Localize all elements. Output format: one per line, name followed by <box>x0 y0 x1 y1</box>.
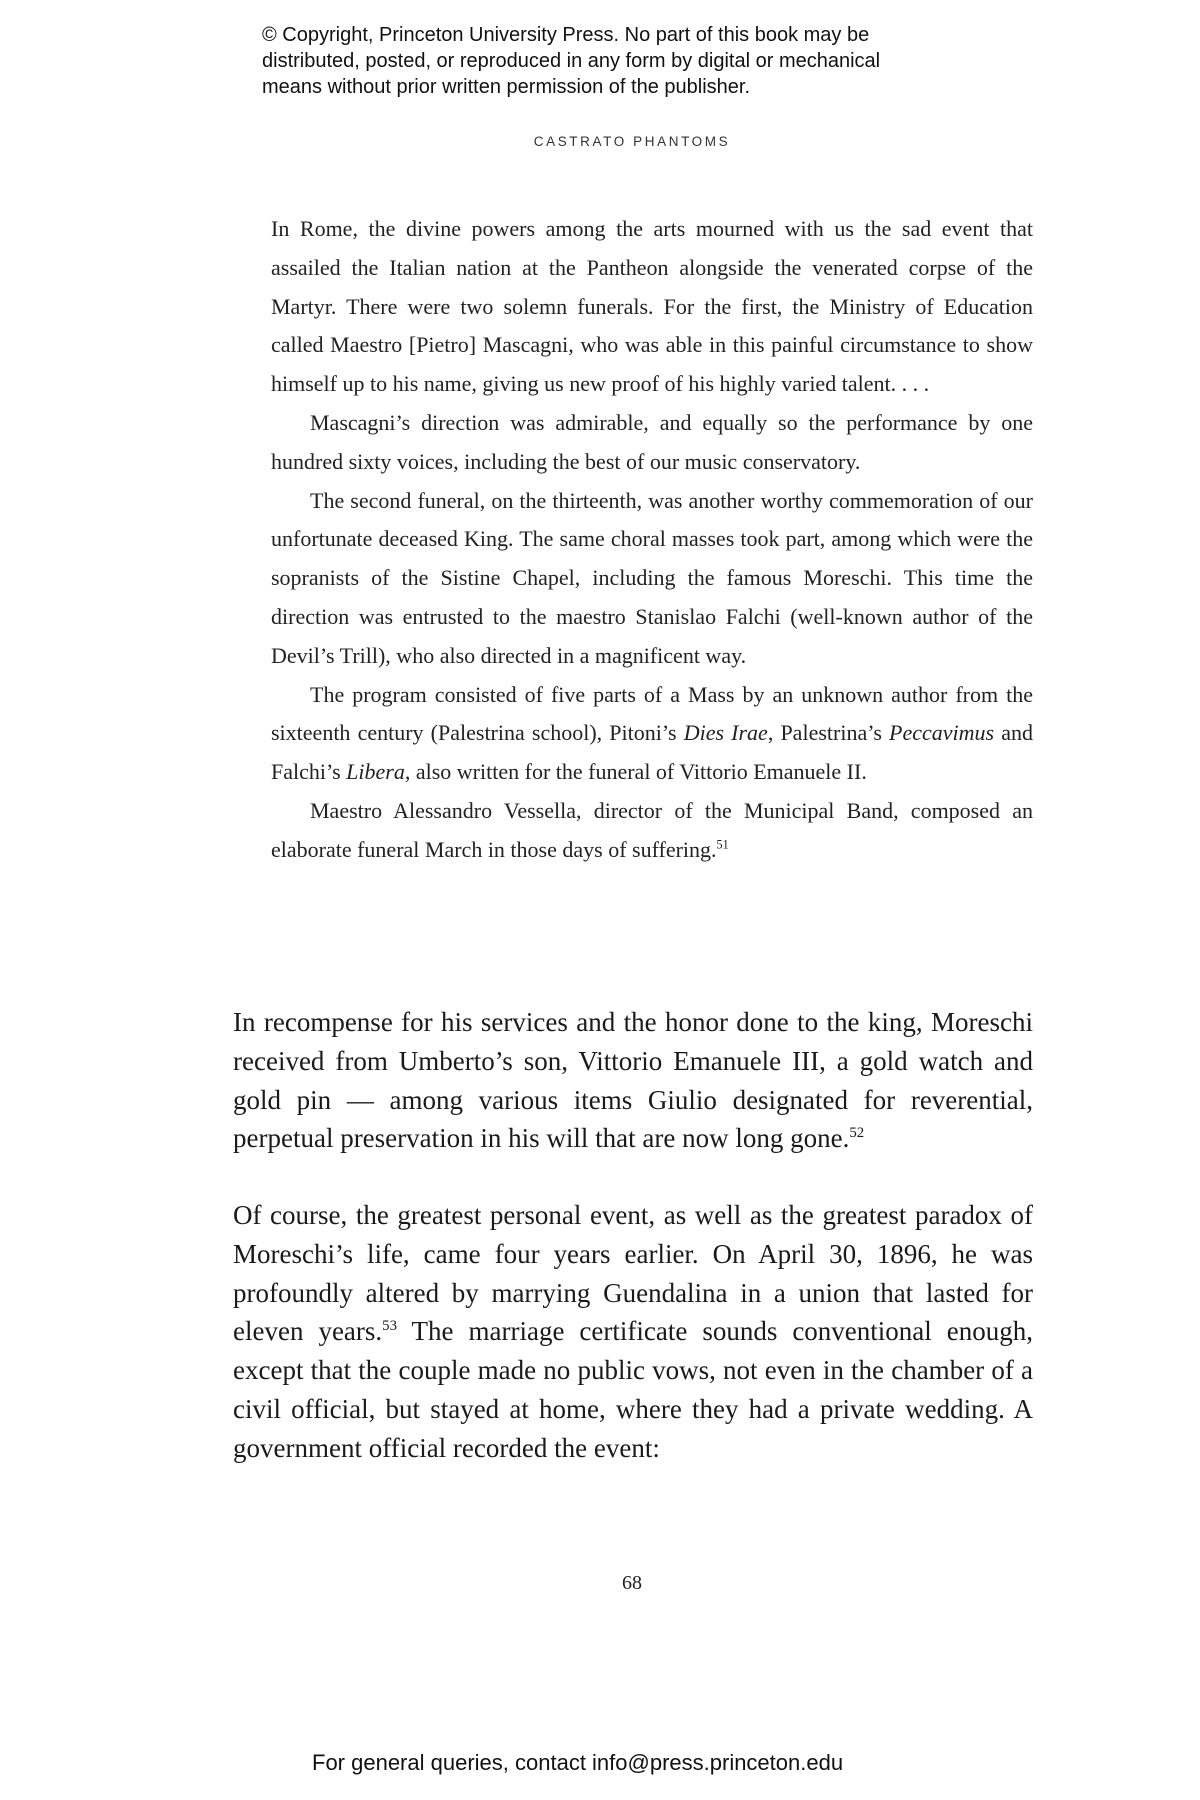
work-title: Dies Irae <box>683 720 768 746</box>
copyright-line: © Copyright, Princeton University Press. No part of this book may be <box>262 24 870 46</box>
copyright-line: means without prior written permission of the publisher. <box>262 76 751 98</box>
text-run: , also written for the funeral of Vittorio Emanuele II. <box>404 759 867 785</box>
quote-paragraph: Mascagni’s direction was admirable, and equally so the performance by one hundred sixty voices, including the best of our music conservatory. <box>271 409 1033 474</box>
text-run: , Palestrina’s <box>767 720 890 746</box>
running-head: CASTRATO PHANTOMS <box>533 134 731 149</box>
quote-paragraph <box>271 676 1033 792</box>
body-paragraph <box>233 1003 1033 1158</box>
text-run: The marriage certificate sounds conventional enough, except that the couple made no public vows, not even in the chamber of a civil official, but stayed at home, where they had a private wedding. A government official recorded the event: <box>233 1316 1034 1463</box>
footer-contact: For general queries, contact info@press.princeton.edu <box>312 1750 844 1775</box>
text-run: and Falchi’s <box>271 720 1033 785</box>
text-run: In recompense for his services and the honor done to the king, Moreschi received from Umberto’s son, Vittorio Emanuele III, a gold watch and gold pin — among various items Giulio designated for reverential, perpetual preservation in his will that are now long gone. <box>233 1007 1033 1154</box>
page-number: 68 <box>622 1572 642 1594</box>
copyright-line: distributed, posted, or reproduced in any form by digital or mechanical <box>262 50 881 72</box>
text-run: Maestro Alessandro Vessella, director of the Municipal Band, composed an elaborate funeral March in those days of suffering. <box>271 797 1033 862</box>
text-run: The program consisted of five parts of a Mass by an unknown author from the sixteenth century (Palestrina school), Pitoni’s <box>271 681 1033 746</box>
work-title: Peccavimus <box>889 720 995 746</box>
quote-paragraph: In Rome, the divine powers among the arts mourned with us the sad event that assailed the Italian nation at the Pantheon alongside the venerated corpse of the Martyr. There were two solemn funerals. For the first, the Ministry of Education called Maestro [Pietro] Mascagni, who was able in this painful circumstance to show himself up to his name, giving us new proof of his highly varied talent. . . . <box>271 216 1033 397</box>
body-paragraph <box>233 1196 1033 1468</box>
footnote-ref[interactable]: 51 <box>716 837 729 852</box>
work-title: Libera <box>346 759 405 785</box>
copyright-notice <box>262 22 982 100</box>
block-quote <box>271 210 1033 870</box>
quote-paragraph: The second funeral, on the thirteenth, was another worthy commemoration of our unfortunate deceased King. The same choral masses took part, among which were the sopranists of the Sistine Chapel, including the famous Moreschi. This time the direction was entrusted to the maestro Stanislao Falchi (well-known author of the Devil’s Trill), who also directed in a magnificent way. <box>271 487 1033 668</box>
quote-paragraph <box>271 792 1033 870</box>
footnote-ref[interactable]: 53 <box>382 1318 398 1335</box>
text-run: Of course, the greatest personal event, as well as the greatest paradox of Moreschi’s life, came four years earlier. On April 30, 1896, he was profoundly altered by marrying Guendalina in a union that lasted for eleven years. <box>233 1200 1033 1347</box>
footnote-ref[interactable]: 52 <box>849 1125 865 1142</box>
